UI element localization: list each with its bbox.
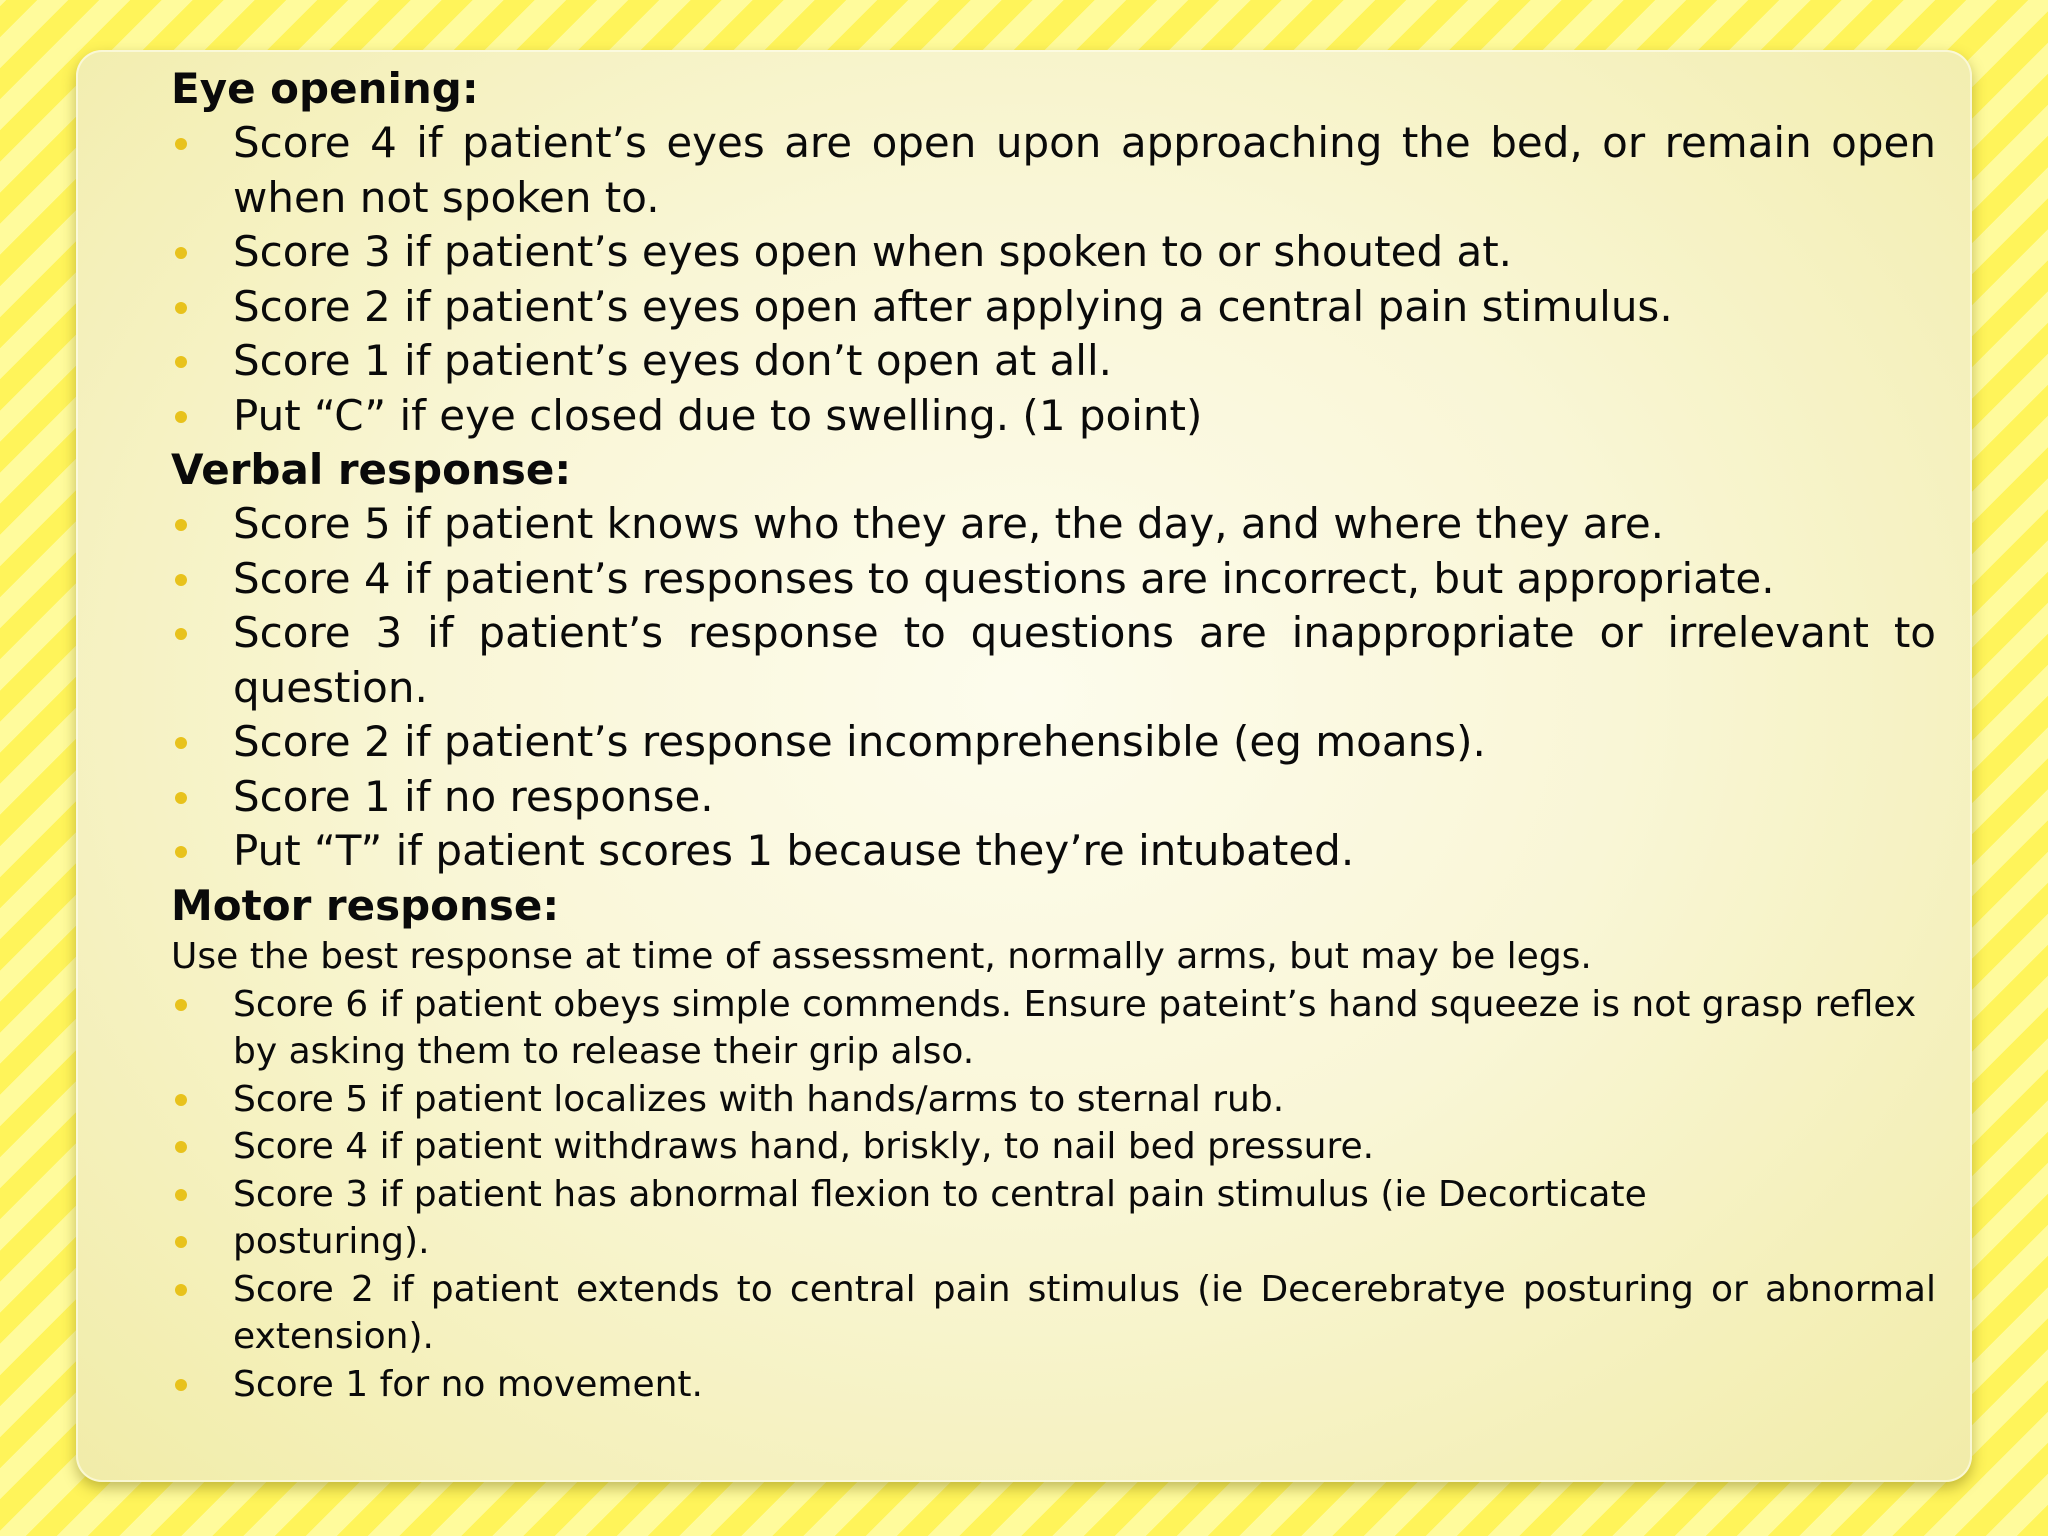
- bullet-icon: [175, 138, 187, 150]
- list-item-text: Put “C” if eye closed due to swelling. (1 point): [233, 390, 1203, 440]
- list-item: [171, 1171, 1936, 1219]
- list-item-text: posturing).: [233, 1221, 430, 1262]
- list-item-text: Score 1 if no response.: [233, 771, 714, 821]
- list-item: [171, 497, 1936, 552]
- list-item-text: Score 1 for no movement.: [233, 1363, 703, 1405]
- list-item-text: Score 5 if patient knows who they are, the day, and where they are.: [233, 499, 1665, 548]
- list-item: [171, 280, 1936, 335]
- list-item-text: Score 3 if patient’s response to questions are inappropriate or irrelevant to question.: [233, 608, 1936, 712]
- list-item: [171, 1076, 1936, 1124]
- list-item-text: Score 2 if patient’s response incomprehensible (eg moans).: [233, 717, 1486, 766]
- list-item-text: Score 4 if patient’s eyes are open upon approaching the bed, or remain open when not spoken to.: [233, 118, 1936, 222]
- list-item-text: Score 6 if patient obeys simple commends. Ensure pateint’s hand squeeze is not grasp reflex by asking them to release their grip also.: [233, 983, 1917, 1072]
- bullet-icon: [175, 1094, 187, 1106]
- list-item: [171, 116, 1936, 225]
- bullet-icon: [175, 1236, 187, 1248]
- list-item: [171, 824, 1936, 879]
- bullet-icon: [175, 846, 187, 858]
- list-item: [171, 770, 1936, 825]
- list-item-text: Score 5 if patient localizes with hands/arms to sternal rub.: [233, 1078, 1285, 1120]
- list-item: [171, 389, 1936, 444]
- bullet-icon: [175, 411, 187, 423]
- bullet-icon: [175, 302, 187, 314]
- bullet-icon: [175, 356, 187, 368]
- verbal-response-list: [171, 497, 1936, 879]
- list-item-text: Score 3 if patient’s eyes open when spoken to or shouted at.: [233, 227, 1513, 276]
- motor-response-list: [171, 981, 1936, 1409]
- bullet-icon: [175, 1141, 187, 1153]
- list-item: [171, 334, 1936, 389]
- list-item: [171, 552, 1936, 607]
- eye-opening-list: [171, 116, 1936, 443]
- motor-response-heading: Motor response:: [171, 880, 560, 930]
- list-item-text: Score 4 if patient’s responses to questions are incorrect, but appropriate.: [233, 553, 1775, 603]
- bullet-icon: [175, 999, 187, 1011]
- list-item: [171, 606, 1936, 715]
- list-item: [171, 715, 1936, 770]
- bullet-icon: [175, 792, 187, 804]
- list-item: [171, 1218, 1936, 1266]
- list-item: [171, 1266, 1936, 1361]
- list-item-text: Score 3 if patient has abnormal flexion to central pain stimulus (ie Decorticate: [233, 1173, 1647, 1215]
- bullet-icon: [175, 737, 187, 749]
- list-item-text: Score 2 if patient’s eyes open after applying a central pain stimulus.: [233, 281, 1673, 331]
- list-item: [171, 1361, 1936, 1409]
- bullet-icon: [175, 1379, 187, 1391]
- bullet-icon: [175, 1189, 187, 1201]
- bullet-icon: [175, 519, 187, 531]
- bullet-icon: [175, 247, 187, 259]
- bullet-icon: [175, 1284, 187, 1296]
- eye-opening-heading: Eye opening:: [171, 64, 479, 113]
- motor-response-intro: Use the best response at time of assessment, normally arms, but may be legs.: [171, 935, 1592, 977]
- list-item-text: Put “T” if patient scores 1 because they’re intubated.: [233, 826, 1355, 875]
- list-item-text: Score 1 if patient’s eyes don’t open at all.: [233, 336, 1112, 385]
- verbal-response-heading: Verbal response:: [171, 445, 572, 494]
- bullet-icon: [175, 574, 187, 586]
- list-item-text: Score 2 if patient extends to central pain stimulus (ie Decerebratye posturing or abnormal extension).: [233, 1268, 1936, 1357]
- list-item: [171, 1123, 1936, 1171]
- slide-content: [171, 62, 1936, 1408]
- list-item: [171, 981, 1936, 1076]
- bullet-icon: [175, 628, 187, 640]
- list-item: [171, 225, 1936, 280]
- list-item-text: Score 4 if patient withdraws hand, briskly, to nail bed pressure.: [233, 1126, 1375, 1167]
